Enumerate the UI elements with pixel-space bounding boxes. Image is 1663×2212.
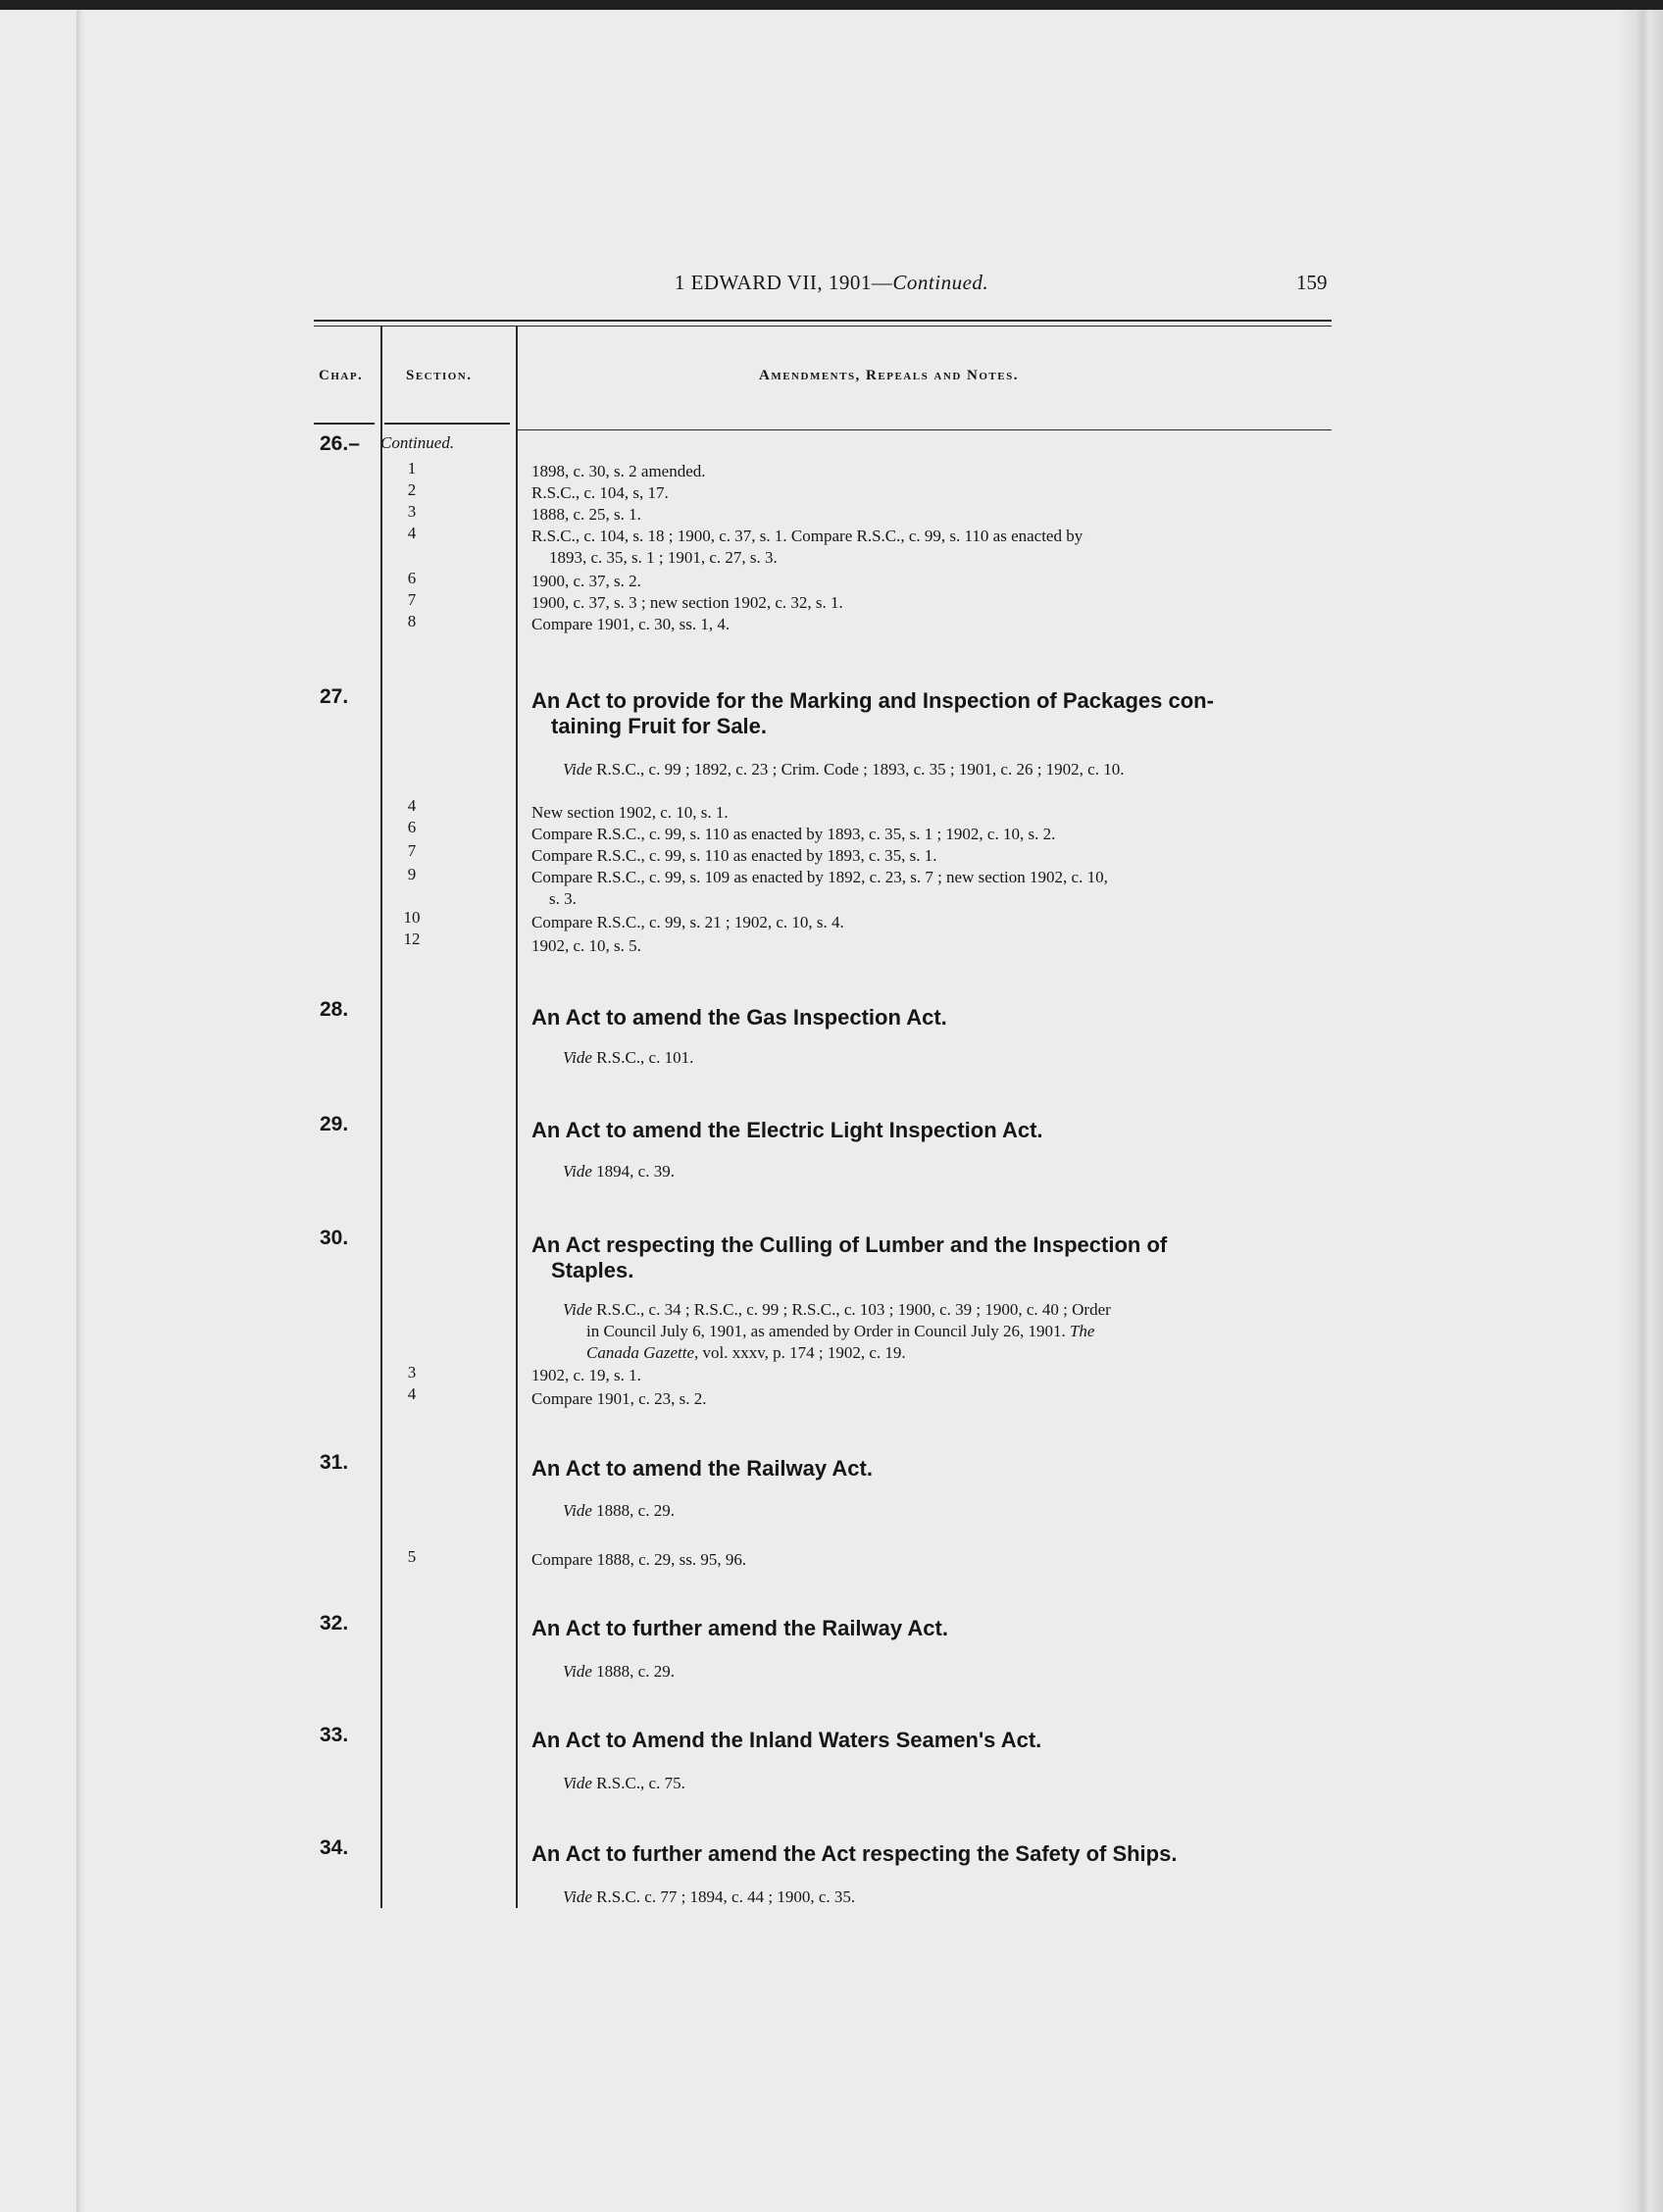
- chapter-number-30: 30.: [320, 1227, 349, 1249]
- vide-text-italic: The: [1069, 1322, 1095, 1340]
- amendment-note: 1888, c. 25, s. 1.: [531, 505, 641, 524]
- vide-word: Vide: [563, 1300, 592, 1319]
- vide-text-line: [563, 1321, 1337, 1342]
- chapter-number-34: 34.: [320, 1836, 349, 1859]
- vide-text: R.S.C., c. 99 ; 1892, c. 23 ; Crim. Code ; 1893, c. 35 ; 1901, c. 26 ; 1902, c. 10.: [591, 760, 1125, 779]
- section-number: 3: [407, 1363, 417, 1382]
- vide-word: Vide: [563, 1662, 592, 1681]
- vide-text: R.S.C., c. 101.: [591, 1048, 694, 1067]
- amendment-note: 1902, c. 10, s. 5.: [531, 936, 641, 955]
- section-header-rule: [384, 423, 510, 425]
- act-title-28: An Act to amend the Gas Inspection Act.: [531, 1005, 947, 1030]
- running-header-title: 1 EDWARD VII, 1901—: [674, 271, 893, 294]
- section-number: 4: [407, 524, 417, 542]
- amendment-note: Compare 1888, c. 29, ss. 95, 96.: [531, 1550, 747, 1569]
- act-title-line: taining Fruit for Sale.: [551, 714, 768, 738]
- amendment-note: Compare 1901, c. 30, ss. 1, 4.: [531, 615, 731, 633]
- vide-reference-29: [563, 1161, 1337, 1182]
- running-header-continued: Continued.: [892, 271, 989, 294]
- act-title-32: An Act to further amend the Railway Act.: [531, 1616, 948, 1640]
- vide-word: Vide: [563, 1887, 592, 1906]
- section-number: 7: [407, 590, 417, 609]
- vide-word: Vide: [563, 760, 592, 779]
- vide-text-line: [563, 1342, 1337, 1364]
- header-bottom-rule: [518, 429, 1332, 430]
- section-number: 6: [407, 818, 417, 836]
- section-number: 8: [407, 612, 417, 630]
- section-number: 4: [407, 1384, 417, 1403]
- vide-reference-28: [563, 1047, 1337, 1069]
- act-title-30: [531, 1232, 1334, 1283]
- vide-reference-30: [563, 1299, 1337, 1364]
- chapter-number-32: 32.: [320, 1612, 349, 1634]
- column-divider-2: [516, 326, 518, 1908]
- amendment-note: Compare R.S.C., c. 99, s. 109 as enacted by 1892, c. 23, s. 7 ; new section 1902, c. 10,: [531, 868, 1108, 886]
- chap-header-rule: [314, 423, 375, 425]
- amendment-note: Compare R.S.C., c. 99, s. 110 as enacted by 1893, c. 35, s. 1 ; 1902, c. 10, s. 2.: [531, 825, 1056, 843]
- section-number: 10: [403, 908, 421, 927]
- amendment-note: 1900, c. 37, s. 2.: [531, 572, 641, 590]
- amendment-note-continuation: s. 3.: [549, 889, 577, 908]
- amendment-note: 1902, c. 19, s. 1.: [531, 1366, 641, 1384]
- vide-text: in Council July 6, 1901, as amended by Order in Council July 26, 1901.: [586, 1322, 1070, 1340]
- section-number: 5: [407, 1547, 417, 1566]
- vide-word: Vide: [563, 1501, 592, 1520]
- chapter-number-33: 33.: [320, 1724, 349, 1746]
- amendment-note-continuation: 1893, c. 35, s. 1 ; 1901, c. 27, s. 3.: [549, 548, 778, 567]
- chapter-number-29: 29.: [320, 1113, 349, 1135]
- act-title-33: An Act to Amend the Inland Waters Seamen's Act.: [531, 1728, 1042, 1752]
- act-title-34: An Act to further amend the Act respecting the Safety of Ships.: [531, 1841, 1178, 1866]
- vide-word: Vide: [563, 1048, 592, 1067]
- column-divider-1: [380, 326, 382, 1908]
- document-page: [0, 10, 1638, 2212]
- amendment-note: R.S.C., c. 104, s, 17.: [531, 483, 669, 502]
- section-number: 2: [407, 480, 417, 499]
- vide-word: Vide: [563, 1774, 592, 1792]
- running-header: [0, 271, 1663, 295]
- vide-text: 1888, c. 29.: [591, 1501, 675, 1520]
- chapter-number-28: 28.: [320, 998, 349, 1021]
- vide-reference-34: [563, 1886, 1337, 1908]
- page-number: 159: [1296, 271, 1328, 294]
- vide-reference-32: [563, 1661, 1337, 1683]
- amendment-note: R.S.C., c. 104, s. 18 ; 1900, c. 37, s. 1. Compare R.S.C., c. 99, s. 110 as enacted by: [531, 527, 1083, 545]
- section-number: 4: [407, 796, 417, 815]
- section-number: 6: [407, 569, 417, 587]
- vide-reference-31: [563, 1500, 1337, 1522]
- chapter-number-26: 26.–: [320, 432, 360, 455]
- amendment-note: 1898, c. 30, s. 2 amended.: [531, 462, 706, 480]
- vide-text-italic: Canada Gazette: [586, 1343, 695, 1362]
- page-right-edge: [1618, 10, 1663, 2212]
- vide-reference-27: [563, 759, 1337, 780]
- vide-reference-33: [563, 1773, 1337, 1794]
- amendment-note: New section 1902, c. 10, s. 1.: [531, 803, 729, 822]
- col-header-section: Section.: [406, 368, 473, 383]
- vide-text: 1888, c. 29.: [591, 1662, 675, 1681]
- act-title-29: An Act to amend the Electric Light Inspection Act.: [531, 1118, 1043, 1142]
- section-number: 7: [407, 841, 417, 860]
- section-continued-label: Continued.: [380, 433, 455, 452]
- vide-text: R.S.C., c. 75.: [591, 1774, 685, 1792]
- chapter-number-31: 31.: [320, 1451, 349, 1474]
- section-number: 3: [407, 502, 417, 521]
- act-title-line: An Act respecting the Culling of Lumber and the Inspection of: [531, 1232, 1168, 1257]
- act-title-line: An Act to provide for the Marking and Inspection of Packages con-: [531, 688, 1214, 713]
- top-double-rule-1: [314, 320, 1332, 322]
- amendment-note: Compare R.S.C., c. 99, s. 110 as enacted by 1893, c. 35, s. 1.: [531, 846, 937, 865]
- act-title-line: Staples.: [551, 1258, 634, 1282]
- act-title-27: [531, 688, 1334, 739]
- vide-word: Vide: [563, 1162, 592, 1181]
- section-number: 1: [407, 459, 417, 478]
- section-number: 12: [403, 930, 421, 948]
- amendment-note: 1900, c. 37, s. 3 ; new section 1902, c. 32, s. 1.: [531, 593, 843, 612]
- vide-text: 1894, c. 39.: [591, 1162, 675, 1181]
- top-double-rule-2: [314, 326, 1332, 327]
- amendment-note: Compare 1901, c. 23, s. 2.: [531, 1389, 707, 1408]
- act-title-31: An Act to amend the Railway Act.: [531, 1456, 873, 1481]
- vide-text: R.S.C., c. 34 ; R.S.C., c. 99 ; R.S.C., c. 103 ; 1900, c. 39 ; 1900, c. 40 ; Order: [591, 1300, 1111, 1319]
- chapter-number-27: 27.: [320, 685, 349, 708]
- section-number: 9: [407, 865, 417, 883]
- col-header-notes: Amendments, Repeals and Notes.: [759, 368, 1019, 383]
- page-left-edge: [76, 10, 86, 2212]
- vide-text: , vol. xxxv, p. 174 ; 1902, c. 19.: [694, 1343, 906, 1362]
- vide-text: R.S.C. c. 77 ; 1894, c. 44 ; 1900, c. 35.: [591, 1887, 856, 1906]
- amendment-note: Compare R.S.C., c. 99, s. 21 ; 1902, c. 10, s. 4.: [531, 913, 844, 931]
- col-header-chap: Chap.: [319, 368, 364, 383]
